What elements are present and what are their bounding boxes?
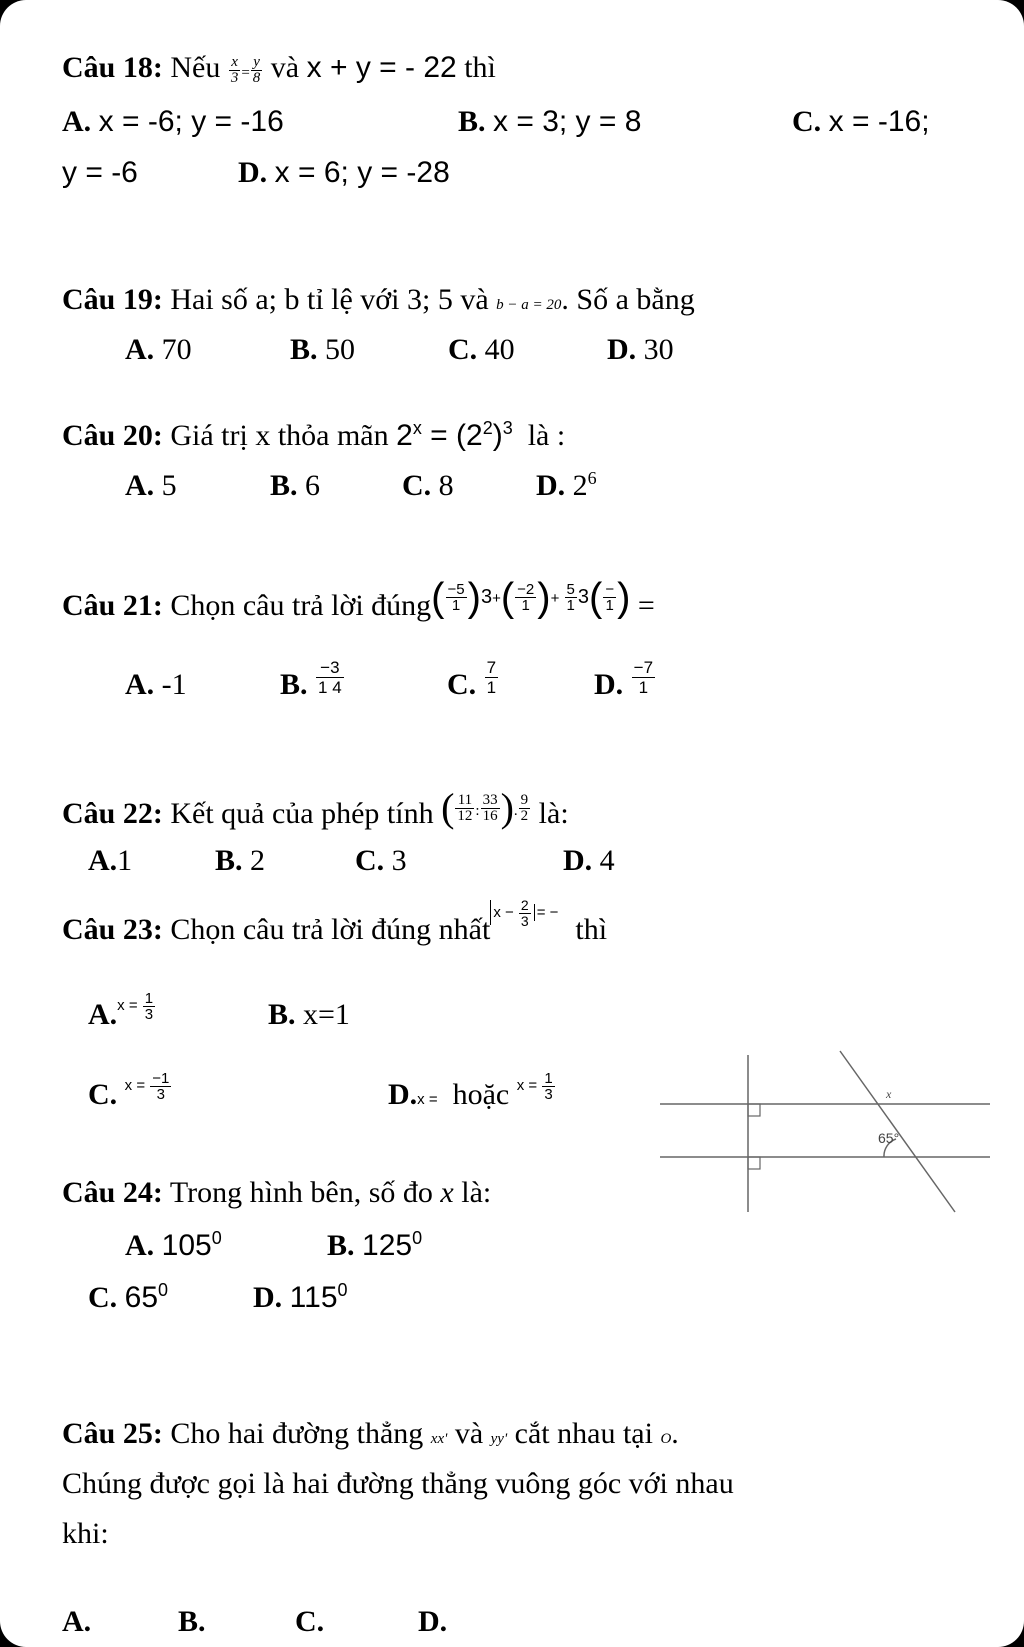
question-text: và xyxy=(454,1417,484,1450)
question-label: Câu 21: xyxy=(62,589,163,622)
question-text: Giá trị x thỏa mãn xyxy=(170,419,389,452)
question-text: Chọn câu trả lời đúng xyxy=(170,589,432,622)
right-angle-mark-top xyxy=(748,1104,760,1116)
option-a[interactable]: A. x = -6; y = -16 xyxy=(62,105,284,138)
option-c[interactable]: C. $^{x = \frac{-1}{3}}$ xyxy=(88,1069,170,1111)
option-b[interactable]: B. 2 xyxy=(215,844,266,877)
question-text: . Số a bằng xyxy=(561,283,695,316)
angle-label-65: 65° xyxy=(878,1130,900,1146)
geometry-figure xyxy=(660,1047,1000,1217)
condition: b − a = 20 xyxy=(496,297,562,313)
question-19 xyxy=(62,282,695,323)
equals-sign: = xyxy=(241,65,250,81)
question-21 xyxy=(62,575,655,629)
option-d[interactable]: D. 30 xyxy=(607,333,674,366)
question-label: Câu 23: xyxy=(62,913,163,946)
question-label: Câu 18: xyxy=(62,51,163,84)
option-a[interactable]: A. xyxy=(62,1605,92,1638)
option-c[interactable]: C. $65^0$ xyxy=(88,1280,169,1314)
question-text: thì xyxy=(464,51,496,84)
option-d[interactable]: D. x = 6; y = -28 xyxy=(238,156,450,189)
option-c[interactable]: C. xyxy=(295,1605,325,1638)
period: . xyxy=(671,1417,679,1450)
question-label: Câu 20: xyxy=(62,419,163,452)
right-angle-mark-bottom xyxy=(748,1157,760,1169)
option-b[interactable]: B. $\frac{-3}{1 4}$ xyxy=(280,657,342,701)
question-23 xyxy=(62,896,608,953)
option-a[interactable]: A. 70 xyxy=(125,333,192,366)
option-c[interactable]: C. 8 xyxy=(402,469,454,502)
question-text: cắt nhau tại xyxy=(514,1417,653,1450)
question-25-line-2: Chúng được gọi là hai đường thẳng vuông góc với nhau xyxy=(62,1467,734,1500)
line-yy: yy' xyxy=(490,1431,508,1447)
fraction-x-3: $\frac{x}{3}$ xyxy=(230,53,239,86)
variable-x: x xyxy=(440,1176,454,1209)
condition: x + y = - 22 xyxy=(306,51,457,84)
question-text: Kết quả của phép tính xyxy=(170,797,434,830)
question-label: Câu 19: xyxy=(62,283,163,316)
expression: x − 2 3 = − xyxy=(490,900,560,925)
option-a[interactable]: A. $105^0$ xyxy=(125,1228,222,1262)
expression: ( $\frac{11}{12}$ : $\frac{33}{16}$ ). $\frac{9}{2}$ xyxy=(441,785,529,831)
option-d[interactable]: D. $\frac{-7}{1}$ xyxy=(594,657,654,701)
option-d[interactable]: D. 4 xyxy=(563,844,615,877)
option-c[interactable]: C. 40 xyxy=(448,333,515,366)
option-d[interactable]: D. $115^0$ xyxy=(253,1280,348,1314)
option-a[interactable]: A. 5 xyxy=(125,469,177,502)
question-25-line-3: khi: xyxy=(62,1517,109,1550)
question-text: là : xyxy=(527,419,566,452)
question-22 xyxy=(62,785,569,837)
equals-sign: = xyxy=(637,589,655,622)
question-24 xyxy=(62,1175,491,1211)
question-text: là: xyxy=(461,1176,492,1209)
question-label: Câu 25: xyxy=(62,1417,163,1450)
option-d[interactable]: D. $2^6$ xyxy=(536,468,597,502)
option-a[interactable]: A.1 xyxy=(88,844,133,877)
question-text: Cho hai đường thẳng xyxy=(170,1417,424,1450)
line-xx: xx' xyxy=(430,1431,448,1447)
option-c[interactable]: C. $\frac{7}{1}$ xyxy=(447,657,497,701)
question-text: và xyxy=(270,51,300,84)
question-label: Câu 22: xyxy=(62,797,163,830)
option-a[interactable]: A.$^{x = \frac{1}{3}}$ xyxy=(88,989,154,1031)
question-text: Chọn câu trả lời đúng nhất xyxy=(170,913,491,946)
question-label: Câu 24: xyxy=(62,1176,163,1209)
option-c[interactable]: C. 3 xyxy=(355,844,407,877)
fraction-y-8: $\frac{y}{8}$ xyxy=(252,53,261,86)
question-text: Nếu xyxy=(170,51,221,84)
question-25 xyxy=(62,1416,679,1457)
option-b[interactable]: B. 6 xyxy=(270,469,321,502)
question-text: thì xyxy=(575,913,608,946)
option-b[interactable]: B. $125^0$ xyxy=(327,1228,423,1262)
equation: $2^x = (2^2)^3$ xyxy=(396,418,513,452)
option-b[interactable]: B. xyxy=(178,1605,206,1638)
question-text: Trong hình bên, số đo xyxy=(169,1176,433,1209)
option-a[interactable]: A. -1 xyxy=(125,668,187,701)
option-c-continued: y = -6 xyxy=(62,156,138,189)
option-d[interactable]: D.x = hoặc $^{x = \frac{1}{3}}$ xyxy=(388,1069,553,1111)
angle-label-x: x xyxy=(886,1087,892,1101)
point-o: O xyxy=(660,1431,672,1447)
option-b[interactable]: B. 50 xyxy=(290,333,356,366)
question-20 xyxy=(62,418,565,454)
option-b[interactable]: B. x=1 xyxy=(268,998,350,1031)
question-text: Hai số a; b tỉ lệ với 3; 5 và xyxy=(170,283,489,316)
expression: ( −5 1 )3+( −2 1 )+ 5 1 3( − 1 ) xyxy=(431,575,631,620)
option-c[interactable]: C. x = -16; xyxy=(792,105,930,138)
question-text: là: xyxy=(538,797,569,830)
question-18 xyxy=(62,50,496,91)
option-d[interactable]: D. xyxy=(418,1605,448,1638)
option-b[interactable]: B. x = 3; y = 8 xyxy=(458,105,642,138)
